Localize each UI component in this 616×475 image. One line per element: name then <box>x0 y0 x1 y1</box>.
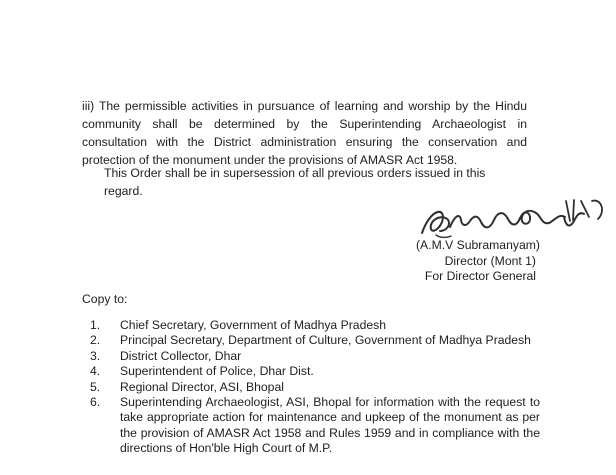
copy-number: 3. <box>90 348 101 363</box>
supersession-order: This Order shall be in supersession of all previous orders issued in this regard. <box>104 166 486 198</box>
copy-number: 2. <box>90 333 101 348</box>
copy-list-item <box>90 364 540 379</box>
copy-list-item <box>90 318 540 333</box>
handwritten-signature <box>416 193 608 243</box>
copy-recipient: District Collector, Dhar <box>120 348 242 363</box>
copy-list-item <box>90 333 540 348</box>
copy-number: 1. <box>90 318 101 332</box>
signatory-designation: Director (Mont 1) <box>444 253 536 268</box>
copy-heading: Copy to: <box>82 292 128 306</box>
copy-recipient: Superintendent of Police, Dhar Dist. <box>120 364 314 379</box>
copy-list-item <box>90 380 540 395</box>
copy-recipient: Regional Director, ASI, Bhopal <box>120 379 284 394</box>
copy-recipient: Principal Secretary, Department of Culture, Government of Madhya Pradesh <box>120 333 531 348</box>
signatory-name: (A.M.V Subramanyam) <box>416 238 540 252</box>
copy-list <box>90 318 540 457</box>
clause-iii: iii) The permissible activities in pursuance of learning and worship by the Hindu community shall be determined by the Superintending Archaeologist in consultation with the District administration ensuring the conservation and protection of the monument under the provisions of AMASR Act 1958. <box>82 99 527 167</box>
copy-recipient: Superintending Archaeologist, ASI, Bhopal for information with the request to take appropriate action for maintenance and upkeep of the monument as per the provision of AMASR Act 1958 and Rules 1959 and in compliance with the directions of Hon'ble High Court of M.P. <box>120 395 540 456</box>
copy-number: 4. <box>90 364 101 379</box>
copy-number: 5. <box>90 379 101 394</box>
for-director-general: For Director General <box>424 269 536 283</box>
signature-block <box>416 238 540 285</box>
copy-number: 6. <box>90 395 101 410</box>
copy-recipient: Chief Secretary, Government of Madhya Pradesh <box>120 318 386 332</box>
copy-list-item <box>90 349 540 364</box>
copy-list-item <box>90 395 540 457</box>
